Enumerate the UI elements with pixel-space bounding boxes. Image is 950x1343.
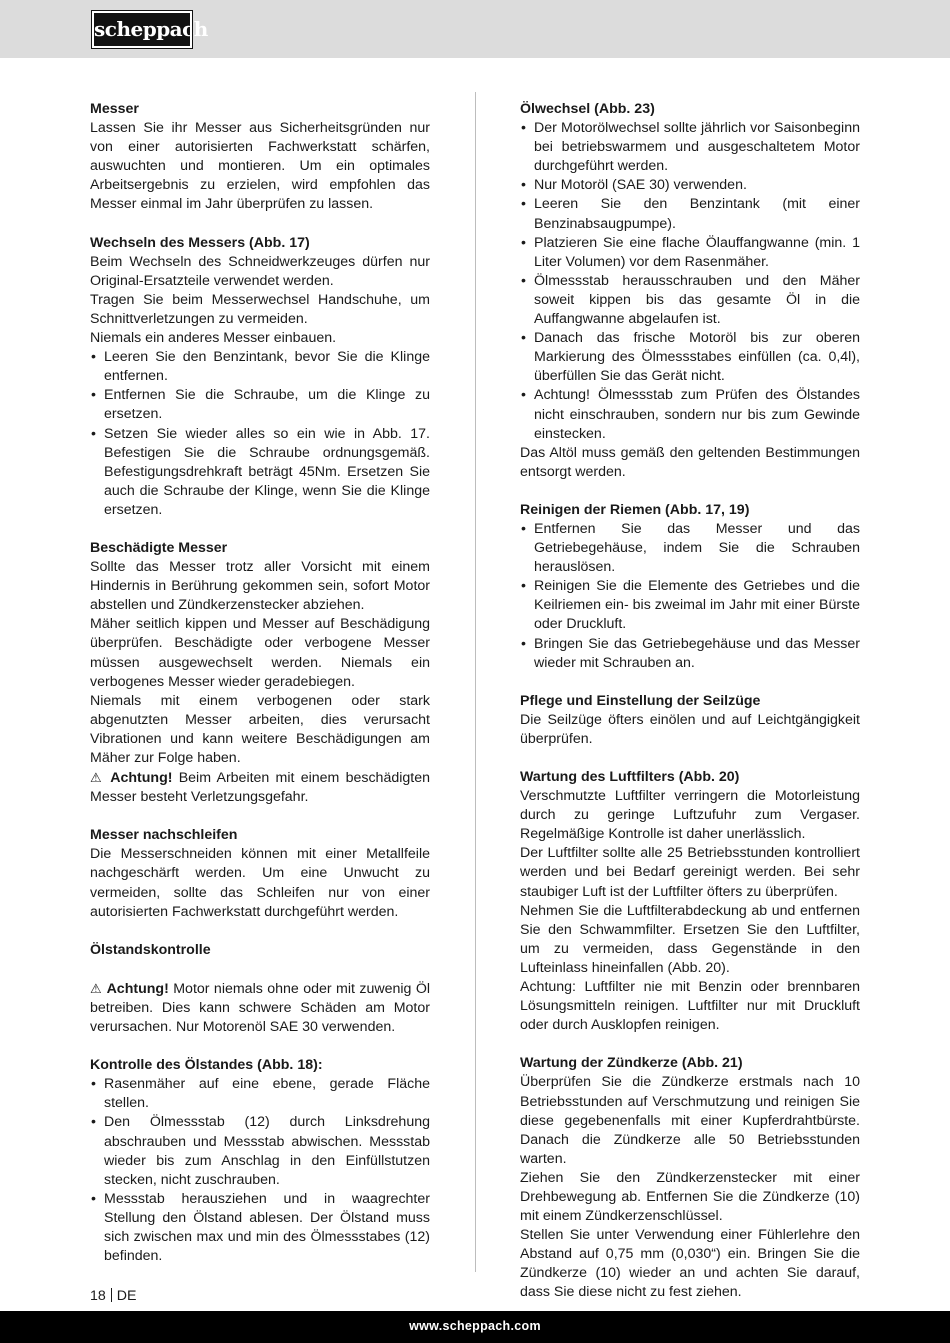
section	[520, 1054, 860, 1302]
paragraph: Beim Wechseln des Schneidwerkzeuges dürfen nur Original-Ersatzteile verwendet werden.	[90, 253, 430, 289]
bullet-item: • Rasenmäher auf eine ebene, gerade Fläche stellen.	[90, 1075, 430, 1113]
section	[90, 1056, 430, 1266]
section	[90, 234, 430, 520]
bullet-item: • Setzen Sie wieder alles so ein wie in Abb. 17. Befestigen Sie die Schraube ordnungsgemäß. Befestigungsdrehkraft beträgt 45Nm. Ersetzen Sie auch die Schraube der Klinge, wenn Sie die Klinge ersetzen.	[90, 425, 430, 520]
scheppach-logo: scheppach	[92, 11, 192, 48]
section-heading: Reinigen der Riemen (Abb. 17, 19)	[520, 501, 750, 518]
section-heading: Wartung des Luftfilters (Abb. 20)	[520, 769, 740, 785]
paragraph: Niemals ein anderes Messer einbauen.	[90, 330, 337, 347]
bullet-item: • Danach das frische Motoröl bis zur oberen Markierung des Ölmessstabes einfüllen (ca. 0,4l), überfüllen Sie das Gerät nicht.	[520, 329, 860, 386]
page-number	[90, 1287, 137, 1305]
warning-paragraph	[90, 979, 430, 1037]
paragraph: Nehmen Sie die Luftfilterabdeckung ab und entfernen Sie den Schwammfilter. Ersetzen Sie den Luftfilter, um zu vermeiden, dass Gegenstände in den Lufteinlass hineinfallen (Abb. 20).	[520, 902, 860, 976]
column-divider	[475, 92, 476, 1272]
bullet-item: • Entfernen Sie die Schraube, um die Klinge zu ersetzen.	[90, 386, 430, 424]
section	[90, 979, 430, 1037]
section-heading: Kontrolle des Ölstandes (Abb. 18):	[90, 1057, 323, 1074]
section	[520, 768, 860, 1035]
paragraph: Überprüfen Sie die Zündkerze erstmals nach 10 Betriebsstunden auf Verschmutzung und reinigen Sie diese gegebenenfalls mit einer Kupferdrahtbürste. Danach die Zündkerze alle 50 Betriebsstunden warten.	[520, 1074, 860, 1167]
section-heading: Messer nachschleifen	[90, 827, 238, 844]
bullet-list	[520, 119, 860, 444]
language-code: DE	[116, 1288, 137, 1304]
section-heading: Wartung der Zündkerze (Abb. 21)	[520, 1055, 743, 1072]
page-number-value: 18	[90, 1288, 106, 1304]
bullet-item: • Der Motorölwechsel sollte jährlich vor Saisonbeginn bei betriebswarmem und ausgeschaltetem Motor durchgeführt werden.	[520, 119, 860, 176]
paragraph: Achtung: Luftfilter nie mit Benzin oder brennbaren Lösungsmitteln reinigen. Luftfilter nur mit Druckluft oder durch Ausklopfen reinigen.	[520, 979, 860, 1034]
section-heading: Beschädigte Messer	[90, 539, 228, 556]
bullet-item: • Ölmessstab herausschrauben und den Mäher soweit kippen bis das gesamte Öl in die Auffangwanne abgelaufen ist.	[520, 272, 860, 329]
warning-icon: ⚠	[90, 770, 104, 786]
bullet-item: • Platzieren Sie eine flache Ölauffangwanne (min. 1 Liter Volumen) vor dem Rasenmäher.	[520, 234, 860, 272]
paragraph: Niemals mit einem verbogenen oder stark abgenutzten Messer arbeiten, dies verursacht Vibrationen und kann weitere Beschädigungen am Mäher zur Folge haben.	[90, 692, 430, 766]
section	[520, 692, 860, 749]
paragraph: Das Altöl muss gemäß den geltenden Bestimmungen entsorgt werden.	[520, 444, 860, 480]
paragraph: Tragen Sie beim Messerwechsel Handschuhe, um Schnittverletzungen zu vermeiden.	[90, 291, 430, 327]
footer-band	[0, 1311, 950, 1343]
warning-icon: ⚠	[90, 980, 103, 996]
paragraph: Die Seilzüge öfters einölen und auf Leichtgängigkeit überprüfen.	[520, 711, 860, 747]
section-heading: Wechseln des Messers (Abb. 17)	[90, 234, 310, 251]
right-column	[520, 100, 860, 1322]
website-url: www.scheppach.com	[409, 1319, 541, 1333]
paragraph: Stellen Sie unter Verwendung einer Fühlerlehre den Abstand auf 0,75 mm (0,030“) ein. Bringen Sie die Zündkerze (10) wieder an und achten Sie darauf, dass Sie diese nicht zu fest ziehen.	[520, 1227, 860, 1301]
paragraph: Ziehen Sie den Zündkerzenstecker mit einer Drehbewegung ab. Entfernen Sie die Zündkerze (10) mit einem Zündkerzenschlüssel.	[520, 1169, 860, 1225]
warning-label: Achtung!	[106, 980, 169, 997]
section-heading: Ölwechsel (Abb. 23)	[520, 101, 655, 117]
section-heading: Messer	[90, 101, 139, 117]
paragraph: Die Messerschneiden können mit einer Metallfeile nachgeschärft werden. Um eine Unwucht zu vermeiden, sollte das Schleifen nur von einer autorisierten Fachwerkstatt durchgeführt werden.	[90, 846, 430, 920]
paragraph: Mäher seitlich kippen und Messer auf Beschädigung überprüfen. Beschädigte oder verbogene Messer müssen ausgewechselt werden. Niemals ein verbogenes Messer wieder geradebiegen.	[90, 616, 430, 690]
bullet-item: • Nur Motoröl (SAE 30) verwenden.	[520, 176, 860, 195]
warning-text: Motor niemals ohne oder mit zuwenig Öl betreiben. Dies kann schwere Schäden am Motor verursachen. Nur Motorenöl SAE 30 verwenden.	[90, 980, 431, 1036]
section	[520, 100, 860, 482]
paragraph: Der Luftfilter sollte alle 25 Betriebsstunden kontrolliert werden und bei Bedarf gereinigt werden. Bei sehr staubiger Luft ist der Luftfilter öfters zu überprüfen.	[520, 845, 860, 900]
bullet-item: • Messstab herausziehen und in waagrechter Stellung den Ölstand ablesen. Der Ölstand muss sich zwischen max und min des Ölmessstabes (12) befinden.	[90, 1190, 430, 1266]
bullet-item: • Leeren Sie den Benzintank, bevor Sie die Klinge entfernen.	[90, 348, 430, 386]
bullet-list	[520, 520, 860, 673]
header-band	[0, 0, 950, 58]
bullet-item: • Entfernen Sie das Messer und das Getriebegehäuse, indem Sie die Schrauben herauslösen.	[520, 520, 860, 577]
bullet-item: • Bringen Sie das Getriebegehäuse und das Messer wieder mit Schrauben an.	[520, 635, 860, 673]
bullet-item: • Achtung! Ölmessstab zum Prüfen des Ölstandes nicht einschrauben, sondern nur bis zum Gewinde einstecken.	[520, 386, 860, 443]
paragraph: Lassen Sie ihr Messer aus Sicherheitsgründen nur von einer autorisierten Fachwerkstatt schärfen, auswuchten und montieren. Um ein optimales Arbeitsergebnis zu erzielen, wird empfohlen das Messer einmal im Jahr überprüfen zu lassen.	[90, 120, 430, 213]
section-heading: Ölstandskontrolle	[90, 941, 211, 958]
section	[90, 826, 430, 921]
page-number-separator	[111, 1288, 112, 1302]
section	[90, 100, 430, 215]
section	[90, 539, 430, 807]
warning-paragraph	[90, 768, 430, 807]
left-column	[90, 100, 430, 1285]
section-heading: Pflege und Einstellung der Seilzüge	[520, 692, 761, 709]
paragraph: Sollte das Messer trotz aller Vorsicht mit einem Hindernis in Berührung gekommen sein, sofort Motor abstellen und Zündkerzenstecker abziehen.	[90, 559, 430, 614]
section	[90, 941, 430, 960]
warning-label: Achtung!	[110, 770, 173, 787]
section	[520, 501, 860, 673]
warning-text: Beim Arbeiten mit einem beschädigten Messer besteht Verletzungsgefahr.	[90, 770, 430, 806]
bullet-item: • Reinigen Sie die Elemente des Getriebes und die Keilriemen ein- bis zweimal im Jahr mit einer Bürste oder Druckluft.	[520, 577, 860, 634]
bullet-item: • Den Ölmessstab (12) durch Linksdrehung abschrauben und Messstab abwischen. Messstab wieder bis zum Anschlag in den Einfüllstutzen stecken, nicht zuschrauben.	[90, 1113, 430, 1189]
bullet-item: • Leeren Sie den Benzintank (mit einer Benzinabsaugpumpe).	[520, 195, 860, 233]
paragraph: Verschmutzte Luftfilter verringern die Motorleistung durch zu geringe Luftzufuhr zum Vergaser. Regelmäßige Kontrolle ist daher unerlässlich.	[520, 788, 860, 843]
bullet-list	[90, 348, 430, 520]
bullet-list	[90, 1075, 430, 1266]
